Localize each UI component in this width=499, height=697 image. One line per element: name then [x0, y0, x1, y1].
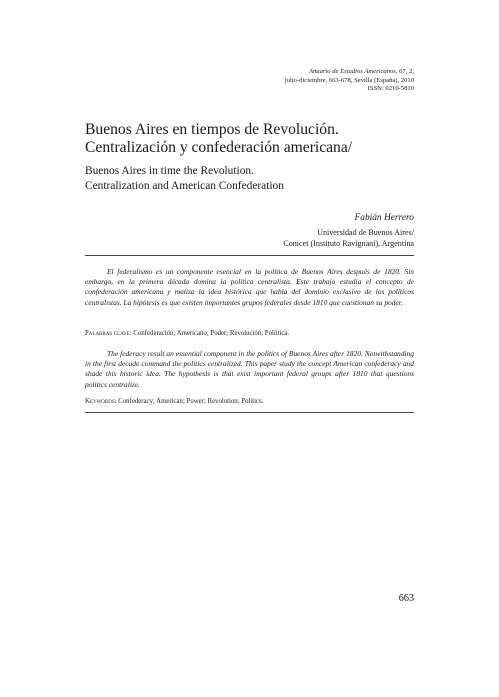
keywords-english — [85, 397, 414, 406]
journal-issn: ISSN: 0210-5810 — [367, 85, 414, 93]
abstract-bottom-rule — [85, 412, 414, 413]
keywords-spanish — [85, 329, 414, 338]
abstract-spanish: El federalismo es un componente esencial en la política de Buenos Aires después de 1820. Sin embargo, en la primera década domina la política centralista. Este trabajo estudia el concepto de confederación americana y matiza la idea histórica que habla del dominio exclusivo de los políticos centralistas. La hipótesis es que existen importantes grupos federales desde 1810 que cuestionan su poder. — [85, 267, 414, 307]
abstract-top-rule — [85, 255, 414, 256]
author-block — [283, 212, 414, 250]
title-es-line-2: Centralización y confederación americana/ — [85, 139, 353, 157]
author-name: Fabián Herrero — [354, 213, 414, 223]
keywords-en-label: Keywords: — [85, 398, 117, 405]
journal-volume-issue: , 67, 2, — [395, 68, 414, 75]
title-es-line-1: Buenos Aires en tiempos de Revolución. — [85, 121, 339, 138]
page-number: 663 — [398, 593, 414, 604]
keywords-en-terms: Confederacy; American; Power; Revolution; Politics. — [116, 398, 264, 405]
journal-name: Anuario de Estudios Americanos — [308, 68, 396, 75]
keywords-es-label: Palabras clave: — [85, 330, 132, 337]
author-affiliation-line-1: Universidad de Buenos Aires/ — [317, 228, 414, 237]
journal-header — [285, 68, 414, 94]
article-page — [85, 0, 414, 697]
author-affiliation-line-2: Conicet (Instituto Ravignani), Argentina — [283, 239, 414, 249]
journal-period-pages: julio-diciembre, 663-678, Sevilla (España), 2010 — [284, 76, 414, 84]
title-en-line-1: Buenos Aires in time the Revolution. — [85, 165, 254, 177]
title-en-line-2: Centralization and American Confederation — [85, 180, 284, 193]
keywords-es-terms: Confederación; Americano; Poder; Revolución; Políitica. — [131, 330, 290, 337]
abstract-english: The federacy result an essential component in the politics of Buenos Aires after 1820. Notwithstanding in the first decade command the politics centralized. This paper study the concept American confederacy and shade this historic idea. The hypothesis is that exist important federal groups after 1810 that questions politics centralize. — [85, 349, 414, 389]
journal-citation-line — [285, 68, 414, 77]
article-title-spanish — [85, 121, 414, 157]
article-title-english — [85, 164, 414, 194]
